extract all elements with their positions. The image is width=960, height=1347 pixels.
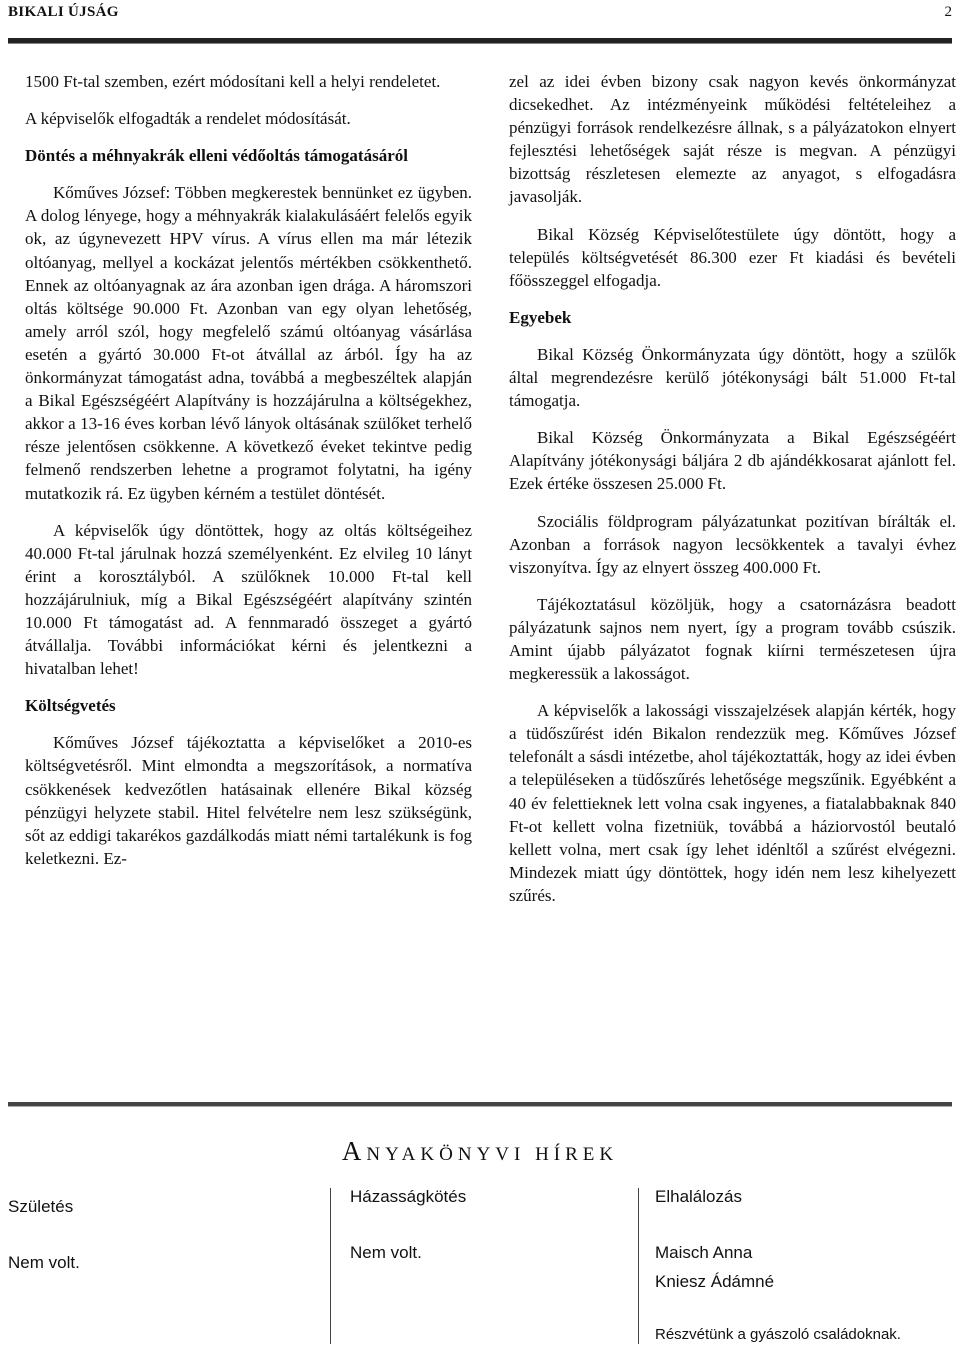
marriages-column	[350, 1186, 630, 1264]
paragraph: 1500 Ft-tal szemben, ezért módosítani kell a helyi rendeletet.	[25, 72, 441, 91]
births-heading: Születés	[8, 1197, 74, 1216]
paragraph: Kőműves József: Többen megkerestek bennünket ez ügyben. A dolog lényege, hogy a méhnyakrák kialakulásáért felelős egyik ok, az úgynevezett HPV vírus. A vírus ellen ma már létezik oltóanyag, mellyel a kockázat jelentős mértékben csökkenthető. Ennek az oltóanyagnak az ára azonban igen drága. A háromszori oltás költsége 90.000 Ft. Azonban van egy olyan lehetőség, amely arról szól, hogy megfelelő számú oltóanyag vásárlása esetén a gyártó 30.000 Ft-ot átvállal az árból. Így ha az önkormányzat támogatást adna, továbbá a megbeszéltek alapján a Bikal Egészségéért Alapítvány is hozzájárulna a költségekhez, akkor a 13-16 éves korban lévő lányok oltásának szülőket terhelő része jelentősen csökkenne. A következő éveket tekintve pedig felmenő rendszerben lehetne a programot folytatni, ha igény mutatkozik rá. Ez ügyben kérném a testület döntését.	[25, 183, 472, 503]
registry-news-title	[0, 1136, 960, 1167]
deceased-name: Kniesz Ádámné	[655, 1272, 775, 1291]
paragraph: A képviselők elfogadták a rendelet módosítását.	[25, 109, 351, 129]
deceased-name: Maisch Anna	[655, 1243, 753, 1262]
title-rest: NYAKÖNYVI HÍREK	[366, 1144, 619, 1165]
paragraph: Szociális földprogram pályázatunkat pozitívan bírálták el. Azonban a források nagyon lecsökkentek a tavalyi évhez viszonyítva. Így az elnyert összeg 400.000 Ft.	[509, 511, 956, 577]
section-heading-misc: Egyebek	[509, 307, 572, 327]
column-divider	[638, 1188, 639, 1344]
right-column	[509, 70, 956, 921]
page-number: 2	[944, 3, 952, 20]
paragraph: A képviselők a lakossági visszajelzések alapján kérték, hogy a tüdőszűrést idén Bikalon rendezzük meg. Kőműves József telefonált a sásdi intézetbe, ahol tájékoztatták, hogy az idei évben a településeken a tüdőszűrés lehetősége megszűnik. Egyébként a 40 év felettieknek lett volna csak ingyenes, a fiatalabbaknak 840 Ft-ot kellett volna fizetniük, továbbá a háziorvostól beutaló kellett volna, mert csak így lehet idénltől a szűrést elvégezni. Mindezek miatt úgy döntöttek, hogy idén nem lesz kihelyezett szűrés.	[509, 701, 956, 905]
marriages-heading: Házasságkötés	[350, 1187, 467, 1206]
condolence-text: Részvétünk a gyászoló családoknak.	[655, 1326, 901, 1343]
column-divider	[330, 1188, 331, 1344]
left-column	[25, 70, 472, 884]
page-header	[8, 0, 952, 24]
paragraph: Kőműves József tájékoztatta a képviselőket a 2010-es költségvetésről. Mint elmondta a megszorítások, a normatíva csökkenések kedvezőtlen hatásainak ellenére Bikal község pénzügyi helyzete stabil. Hitel felvételre nem lesz szükségünk, sőt az eddigi takarékos gazdálkodás miatt némi tartalékunk is fog keletkezni. Ez-	[25, 733, 472, 868]
births-column	[8, 1196, 330, 1274]
births-text: Nem volt.	[8, 1253, 80, 1272]
marriages-text: Nem volt.	[350, 1243, 422, 1262]
paragraph: Bikal Község Képviselőtestülete úgy döntött, hogy a település költségvetését 86.300 ezer Ft kiadási és bevételi főösszeggel elfogadja.	[509, 224, 956, 290]
newspaper-title: BIKALI ÚJSÁG	[8, 3, 119, 20]
paragraph: A képviselők úgy döntöttek, hogy az oltás költségeihez 40.000 Ft-tal járulnak hozzá személyenként. Ez elvileg 10 lányt érint a korosztályból. A szülőknek 10.000 Ft-tal kell hozzájárulniuk, míg a Bikal Egészségéért alapítvány szintén 10.000 Ft támogatást ad. A fennmaradó összeget a gyártó átvállalja. További információkat kérni és jelentkezni a hivatalban lehet!	[25, 520, 472, 679]
section-heading-budget: Költségvetés	[25, 696, 116, 716]
section-heading-hpv: Döntés a méhnyakrák elleni védőoltás támogatásáról	[25, 146, 408, 166]
deaths-column	[655, 1186, 952, 1346]
header-rule	[8, 38, 952, 44]
section-rule	[8, 1102, 952, 1107]
deaths-heading: Elhalálozás	[655, 1187, 742, 1206]
title-initial: A	[341, 1136, 367, 1166]
paragraph: Bikal Község Önkormányzata a Bikal Egészségéért Alapítvány jótékonysági báljára 2 db ajándékkosarat ajánlott fel. Ezek értéke összesen 25.000 Ft.	[509, 428, 956, 494]
paragraph: Tájékoztatásul közöljük, hogy a csatornázásra beadott pályázatunk sajnos nem nyert, így a program tovább csúszik. Amint újabb pályázatot fognak kiírni természetesen újra megkeressük a lakosságot.	[509, 594, 956, 684]
paragraph: Bikal Község Önkormányzata úgy döntött, hogy a szülők által megrendezésre kerülő jótékonysági bált 51.000 Ft-tal támogatja.	[509, 344, 956, 411]
paragraph: zel az idei évben bizony csak nagyon kevés önkormányzat dicsekedhet. Az intézményeink működési feltételeihez a pénzügyi források rendelkezésre állnak, s a pályázatokon elnyert fejlesztési lehetőségek saját része is megvan. A pénzügyi bizottság részletesen elemezte az anyagot, s elfogadásra javasolják.	[509, 72, 956, 207]
